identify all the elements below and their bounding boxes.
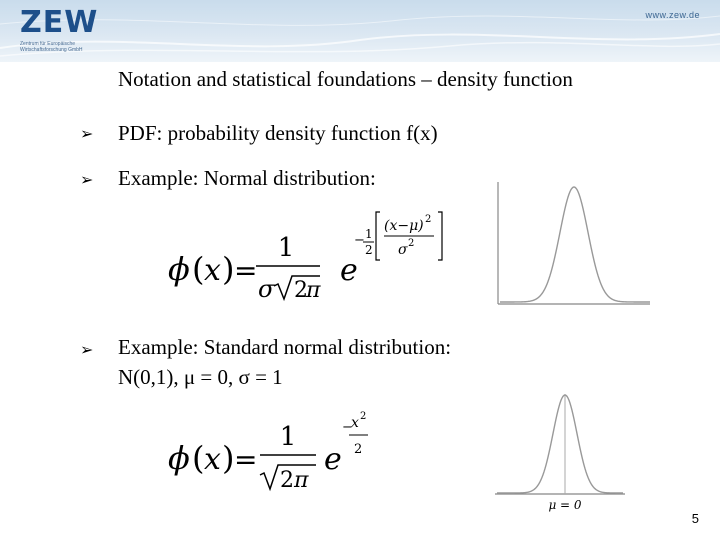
header-bar (0, 0, 720, 62)
svg-text:): ) (222, 439, 235, 477)
svg-text:−: − (354, 233, 365, 248)
bullet-pdf-text: PDF: probability density function f(x) (118, 121, 438, 145)
svg-text:): ) (222, 250, 235, 288)
svg-text:2: 2 (360, 411, 367, 422)
svg-text:2: 2 (365, 243, 373, 257)
header-wave-decoration (0, 0, 720, 62)
svg-text:x: x (204, 442, 221, 477)
slide-title: Notation and statistical foundations – density function (118, 67, 573, 91)
bullet-std-normal-line1: Example: Standard normal distribution: (118, 335, 452, 359)
svg-text:2: 2 (280, 468, 294, 493)
zew-logo: ZEW (20, 5, 99, 40)
arrow-bullet-icon: ➢ (80, 340, 94, 359)
svg-text:(x−μ): (x−μ) (384, 218, 424, 234)
svg-text:2: 2 (408, 238, 415, 249)
svg-text:(: ( (192, 250, 205, 288)
svg-text:σ: σ (258, 275, 275, 303)
std-normal-curve-plot (495, 392, 625, 514)
normal-density-formula (160, 200, 460, 310)
std-normal-curve (497, 395, 623, 493)
svg-text:2: 2 (354, 442, 363, 457)
svg-text:1: 1 (277, 233, 295, 263)
svg-text:σ: σ (398, 242, 408, 258)
svg-text:x: x (351, 415, 359, 431)
svg-text:π: π (294, 468, 309, 493)
bullet-std-normal-line2: N(0,1), μ = 0, σ = 1 (118, 365, 283, 389)
svg-text:2: 2 (294, 278, 308, 303)
svg-text:π: π (306, 278, 321, 303)
svg-text:(: ( (192, 439, 205, 477)
bullet-normal-text: Example: Normal distribution: (118, 166, 376, 190)
phi-symbol: ϕ (168, 250, 190, 288)
svg-text:1: 1 (365, 227, 373, 241)
svg-text:=: = (234, 443, 258, 476)
normal-curve-plot (490, 180, 655, 308)
svg-text:=: = (234, 254, 258, 287)
mu-zero-label: μ = 0 (548, 498, 582, 512)
std-normal-density-formula (160, 405, 380, 500)
phi-symbol: ϕ (168, 439, 190, 477)
svg-text:2: 2 (425, 214, 432, 225)
page-number: 5 (691, 511, 699, 526)
arrow-bullet-icon: ➢ (80, 124, 94, 143)
arrow-bullet-icon: ➢ (80, 170, 94, 189)
svg-text:e: e (340, 253, 358, 288)
header-url: www.zew.de (645, 10, 700, 20)
svg-text:−: − (342, 420, 353, 435)
svg-text:x: x (204, 253, 221, 288)
normal-curve (500, 187, 650, 302)
svg-text:e: e (324, 442, 342, 477)
svg-text:1: 1 (279, 422, 297, 452)
zew-logo-subtitle: Zentrum für Europäische Wirtschaftsforschung GmbH (20, 41, 83, 53)
